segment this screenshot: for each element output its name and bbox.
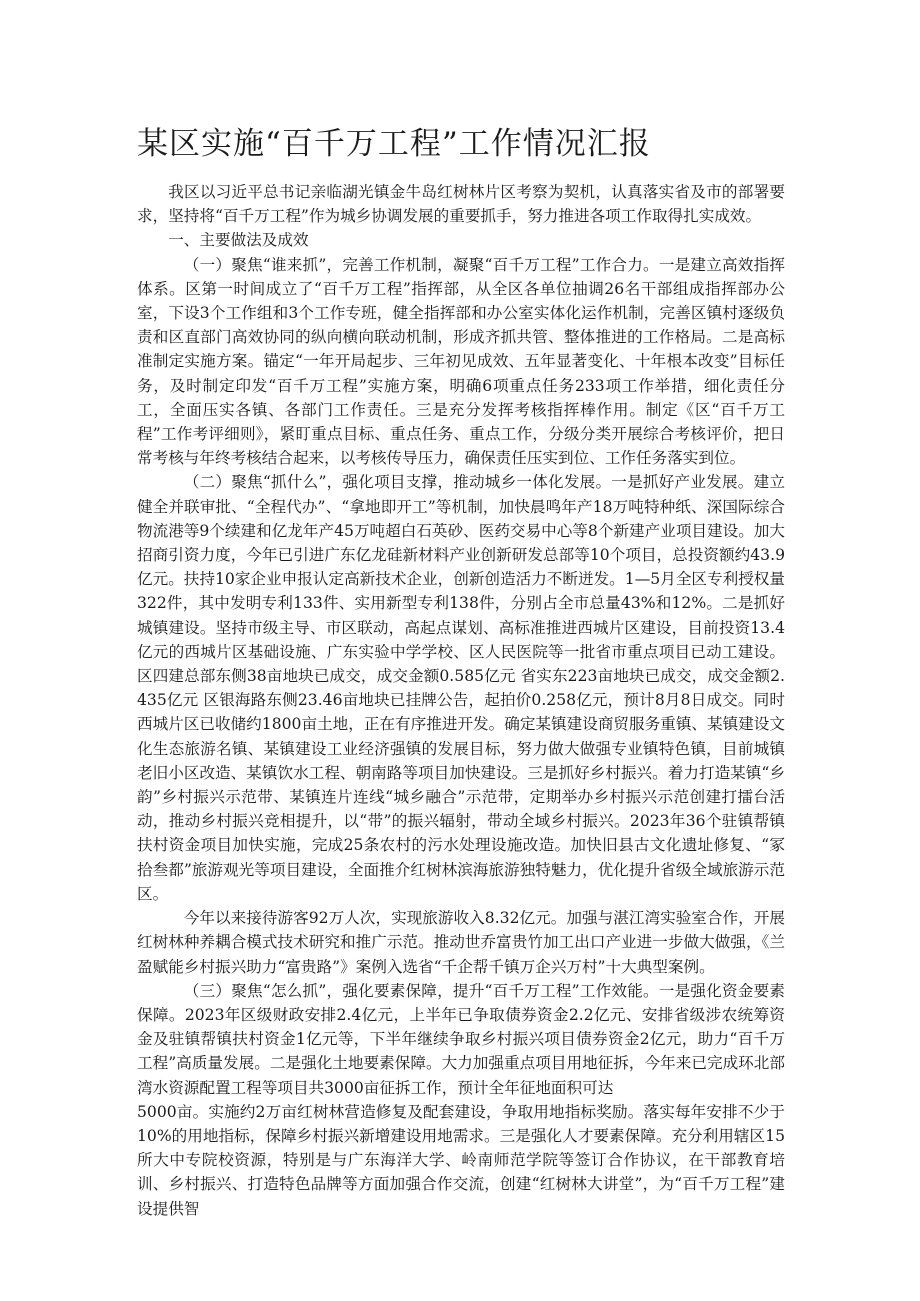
- body-paragraph: （三）聚焦“怎么抓”，强化要素保障，提升“百千万工程”工作效能。一是强化资金要素保障。2023年区级财政安排2.4亿元，上半年已争取债券资金2.2亿元、安排省级涉农统筹资金及驻镇帮镇扶村资金1亿元等，下半年继续争取乡村振兴项目债券资金2亿元，助力“百千万工程”高质量发展。二是强化土地要素保障。大力加强重点项目用地征拆，今年来已完成环北部湾水资源配置工程等项目共3000亩征拆工作，预计全年征地面积可达: [137, 981, 785, 1097]
- intro-paragraph: 我区以习近平总书记亲临湖光镇金牛岛红树林片区考察为契机，认真落实省及市的部署要求，坚持将“百千万工程”作为城乡协调发展的重要抓手，努力推进各项工作取得扎实成效。: [137, 183, 785, 226]
- body-paragraph: 今年以来接待游客92万人次，实现旅游收入8.32亿元。加强与湛江湾实验室合作，开展红树林种养耦合模式技术研究和推广示范。推动世乔富贵竹加工出口产业进一步做大做强，《兰盈赋能乡村振兴助力“富贵路”》案例入选省“千企帮千镇万企兴万村”十大典型案例。: [137, 909, 785, 976]
- body-paragraph: 5000亩。实施约2万亩红树林营造修复及配套建设，争取用地指标奖励。落实每年安排不少于10%的用地指标，保障乡村振兴新增建设用地需求。三是强化人才要素保障。充分利用辖区15所大中专院校资源，特别是与广东海洋大学、岭南师范学院等签订合作协议，在干部教育培训、乡村振兴、打造特色品牌等方面加强合作交流，创建“红树林大讲堂”，为“百千万工程”建设提供智: [137, 1102, 785, 1218]
- body-paragraph: （一）聚焦“谁来抓”，完善工作机制，凝聚“百千万工程”工作合力。一是建立高效指挥体系。区第一时间成立了“百千万工程”指挥部，从全区各单位抽调26名干部组成指挥部办公室，下设3个工作组和3个工作专班，健全指挥部和办公室实体化运作机制，完善区镇村逐级负责和区直部门高效协同的纵向横向联动机制，形成齐抓共管、整体推进的工作格局。二是高标准制定实施方案。锚定“一年开局起步、三年初见成效、五年显著变化、十年根本改变”目标任务，及时制定印发“百千万工程”实施方案，明确6项重点任务233项工作举措，细化责任分工，全面压实各镇、各部门工作责任。三是充分发挥考核指挥棒作用。制定《区“百千万工程”工作考评细则》，紧盯重点目标、重点任务、重点工作，分级分类开展综合考核评价，把日常考核与年终考核结合起来，以考核传导压力，确保责任压实到位、工作任务落实到位。: [137, 255, 785, 468]
- document-body: [137, 180, 785, 1221]
- section-heading: 一、主要做法及成效: [168, 231, 309, 250]
- document-title: 某区实施“百千万工程”工作情况汇报: [137, 126, 651, 162]
- body-paragraph: （二）聚焦“抓什么”，强化项目支撑，推动城乡一体化发展。一是抓好产业发展。建立健全并联审批、“全程代办”、“拿地即开工”等机制，加快晨鸣年产18万吨特种纸、深国际综合物流港等9个续建和亿龙年产45万吨超白石英砂、医药交易中心等8个新建产业项目建设。加大招商引资力度，今年已引进广东亿龙硅新材料产业创新研发总部等10个项目，总投资额约43.9亿元。扶持10家企业申报认定高新技术企业，创新创造活力不断迸发。1—5月全区专利授权量322件，其中发明专利133件、实用新型专利138件，分别占全市总量43%和12%。二是抓好城镇建设。坚持市级主导、市区联动，高起点谋划、高标准推进西城片区建设，目前投资13.4亿元的西城片区基础设施、广东实验中学学校、区人民医院等一批省市重点项目已动工建设。区四建总部东侧38亩地块已成交，成交金额0.585亿元 省实东223亩地块已成交，成交金额2.435亿元 区银海路东侧23.46亩地块已挂牌公告，起拍价0.258亿元，预计8月8日成交。同时西城片区已收储约1800亩土地，正在有序推进开发。确定某镇建设商贸服务重镇、某镇建设文化生态旅游名镇、某镇建设工业经济强镇的发展目标，努力做大做强专业镇特色镇，目前城镇老旧小区改造、某镇饮水工程、朝南路等项目加快建设。三是抓好乡村振兴。着力打造某镇“乡韵”乡村振兴示范带、某镇连片连线“城乡融合”示范带，定期举办乡村振兴示范创建打擂台活动，推动乡村振兴竞相提升，以“带”的振兴辐射，带动全域乡村振兴。2023年36个驻镇帮镇扶村资金项目加快实施，完成25条农村的污水处理设施改造。加快旧县古文化遗址修复、“冢拾叁都”旅游观光等项目建设，全面推介红树林滨海旅游独特魅力，优化提升省级全域旅游示范区。: [137, 473, 785, 903]
